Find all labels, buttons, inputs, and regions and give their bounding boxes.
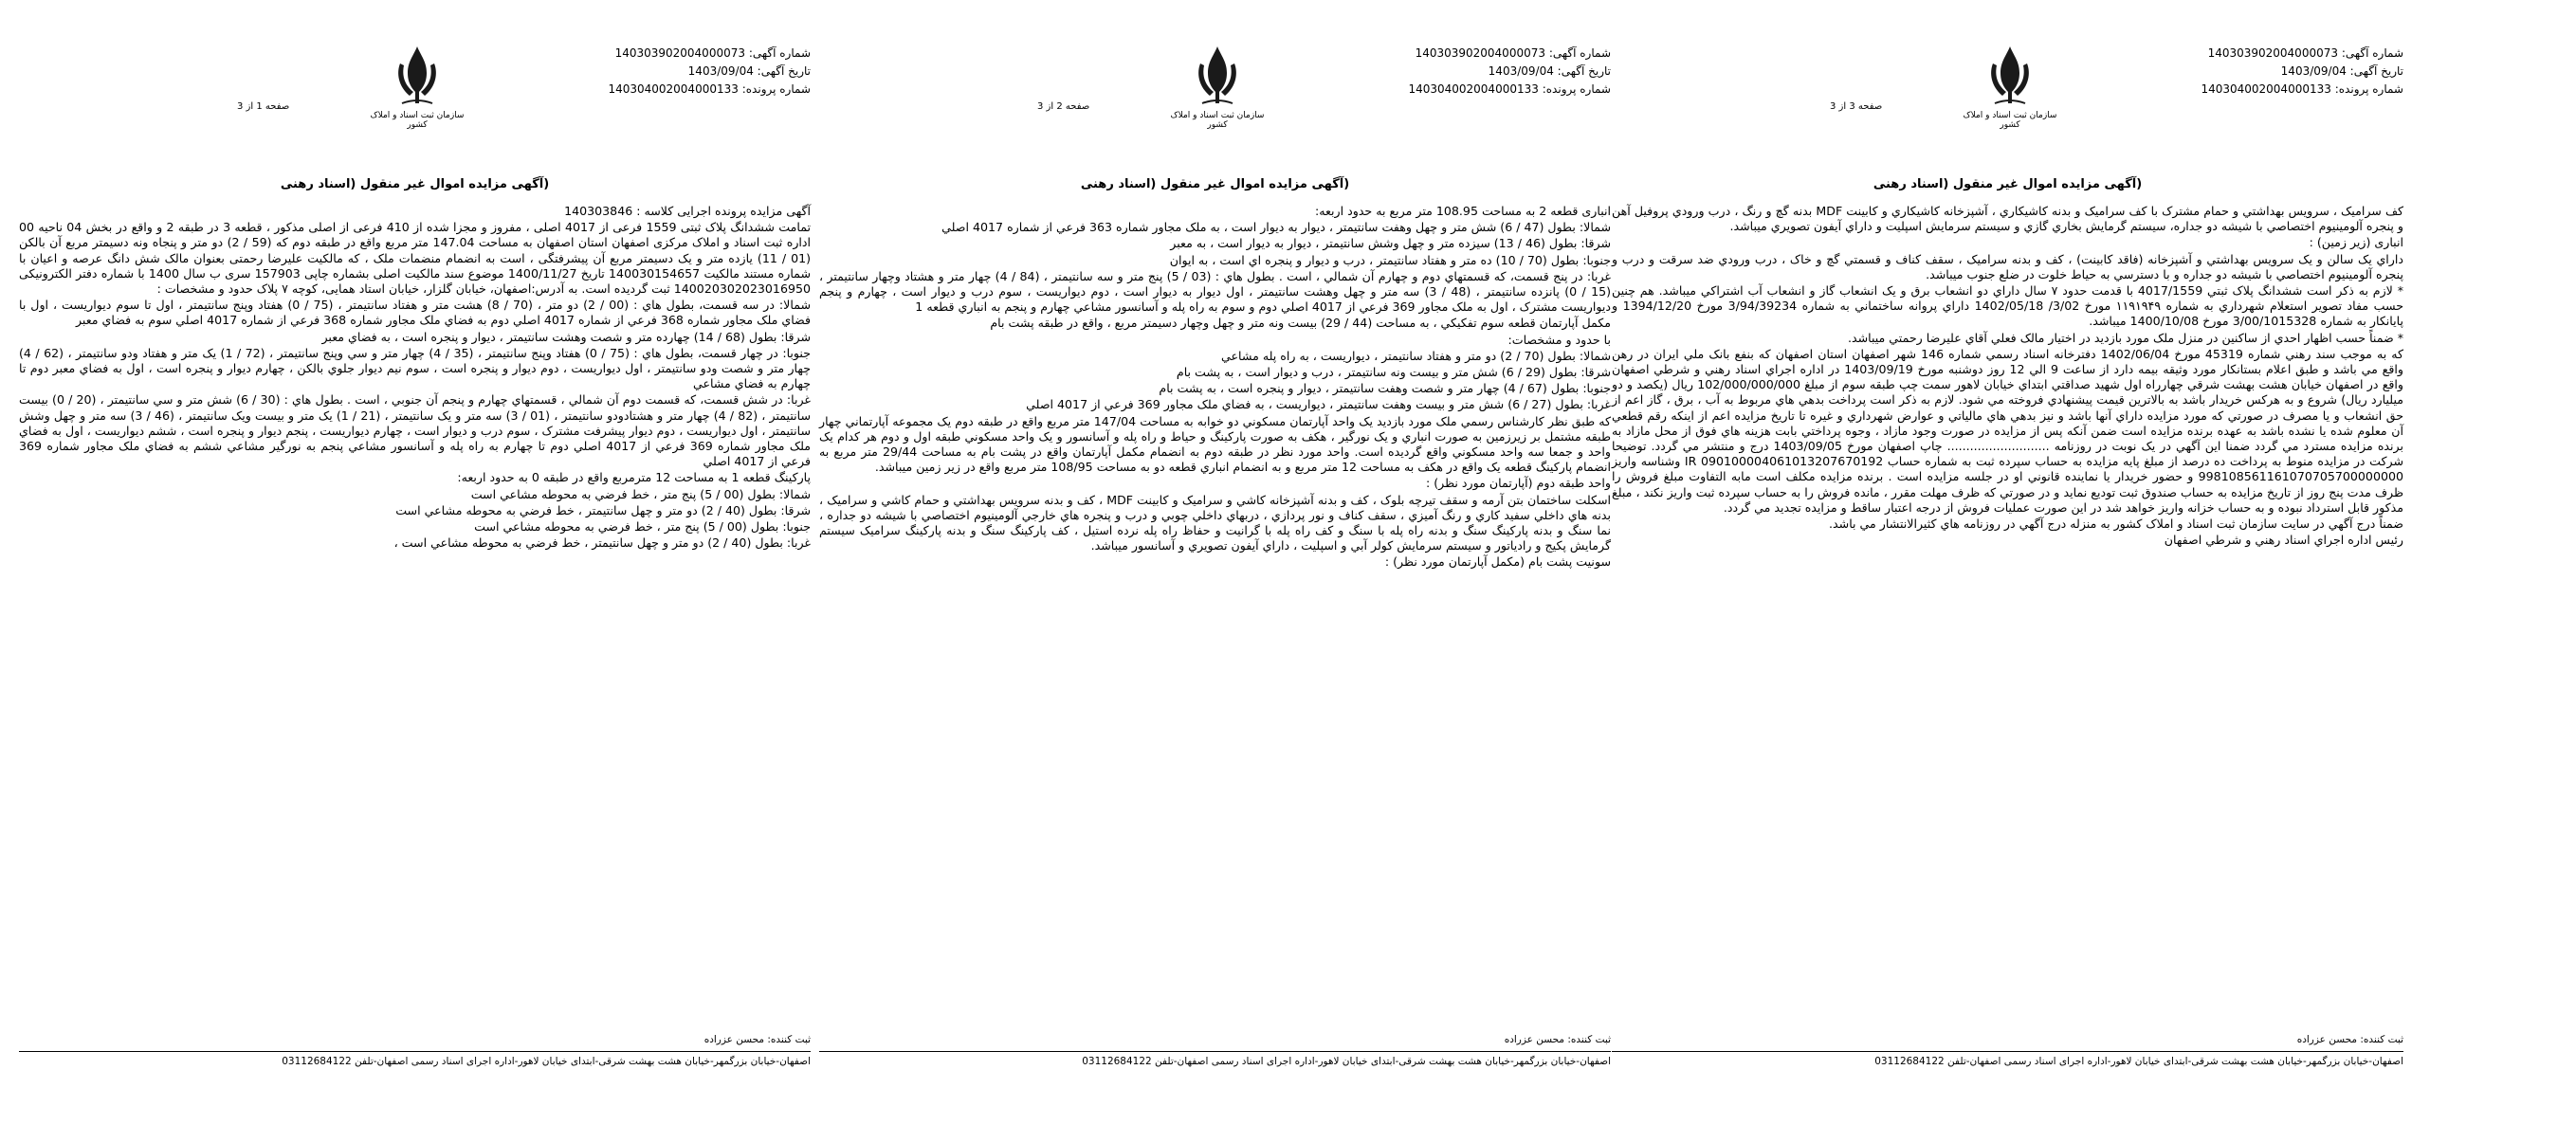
paragraph: انباری قطعه 2 به مساحت 108.95 متر مربع به حدود اربعه: [1314,204,1611,218]
emblem-icon [1982,43,2038,109]
ad-number: 140303902004000073 [2207,46,2338,60]
footer-divider [1612,1051,2403,1052]
page-footer [19,1033,811,1069]
judiciary-emblem-logo [365,43,469,133]
ad-number: 140303902004000073 [1415,46,1545,60]
document-body [819,204,1611,571]
paragraph: شمالا: در سه قسمت، بطول هاي : (00 / 2) دو متر ، (70 / 8) هشت متر و هفتاد سانتيمتر ، (75 / 0) هفتاد وپنج سانتيمتر ، اول تا سوم ديواريست ، اول با فضاي ملک مجاور شماره 368 فرعي از شماره 4017 اصلي دوم به فضاي ملک مجاور شماره 368 فرعي از شماره 4017 اصلي سوم به فضاي معبر [19,298,812,328]
ad-date-label: تاریخ آگهی: [2349,64,2403,78]
footer-address: اصفهان-خیابان بزرگمهر-خیابان هشت بهشت شرقی-ابتدای خیابان لاهور-اداره اجرای اسناد رسمی اصفهان-تلفن 03112684122 [1082,1056,1611,1067]
file-number: 140304002004000133 [1408,82,1539,96]
paragraph: ضمناً درج آگهي در سايت سازمان ثبت اسناد و املاک کشور به منزله درج آگهي در روزنامه هاي کثيرالانتشار مي باشد. [1829,517,2403,532]
signer: ثبت کننده: محسن عزراده [1504,1034,1611,1045]
paragraph: * ضمناً حسب اظهار احدي از ساکنين در منزل ملک مورد بازديد در اختيار مالک فعلي آقاي عليرضا رحمتي ميباشد. [1847,330,2403,345]
file-number: 140304002004000133 [608,82,739,96]
page-number: صفحه 1 از 3 [237,101,290,112]
paragraph: داراي يک سالن و يک سرويس بهداشتي و آشپزخانه (فاقد کابينت) ، کف و بدنه سراميک ، سقف کناف و قسمتي گچ و خاک ، درب ورودي ضد سرقت و درب و پنجره آلومينيوم اختصاصي با شيشه دو جداره و با دسترسي به حياط خلوت در ضلع جنوب ميباشد. [1612,251,2403,281]
paragraph: که به موجب سند رهني شماره 45319 مورخ 1402/06/04 دفترخانه اسناد رسمي شماره 146 شهر اصفهان استان اصفهان که بنفع بانک ملي ايران در رهن واقع مي باشد و طبق اعلام بستانکار مورد وثيقه بيمه دارد از ساعت 9 الي 12 روز دوشنبه مورخ 1403/09/19 در اداره اجراي اسناد رهني و شرطي اصفهان واقع در اصفهان خيابان هشت بهشت شرقي چهارراه اول شهيد صداقتي ابتداي خيابان لاهور سمت چپ طبقه سوم از مبلغ 102/000/000/000 ريال (يکصد و دو ميليارد ريال) شروع و به هرکس خريدار باشد به بالاترين قيمت پيشنهادي فروخته مي شود. لازم به ذکر است پرداخت بدهي هاي مربوط به آب ، برق ، گاز اعم از حق انشعاب و يا مصرف در صورتي که مورد مزايده داراي آنها باشد و نيز بدهي هاي مالياتي و عوارض شهرداري و غيره تا تاريخ مزايده اعم از اينکه رقم قطعي آن معلوم شده يا نشده باشد به عهده برنده مزايده است ضمن آنکه پس از مزايده در صورت وجود مازاد ، وجوه پرداختي بابت هزينه هاي فوق از محل مازاد به برنده مزايده مسترد مي گردد ضمنا اين آگهي در يک نوبت در روزنامه ........................... چاپ اصفهان مورخ 1403/09/05 درج و منتشر مي گردد. توضيحا شرکت در مزايده منوط به پرداخت ده درصد از مبلغ پايه مزايده به حساب سپرده ثبت به شماره حساب IR 090100004061013207670192 وشناسه واريز 998108561161070705700000000 و حضور خريدار يا نماينده قانوني او در جلسه مزايده است . برنده مزايده مکلف است مابه التفاوت مبلغ فروش را ظرف مدت پنج روز از تاريخ مزايده به حساب صندوق ثبت توديع نمايد و در صورتي که ظرف مهلت مقرر ، مانده فروش را به حساب سپرده ثبت واريز نکند ، مبلغ مذکور قابل استرداد نبوده و به حساب خزانه واريز خواهد شد در اين صورت عمليات فروش از درجه اعتبار ساقط و مزايده تجديد مي گردد. [1612,346,2403,515]
paragraph: شرقا: بطول (40 / 2) دو متر و چهل سانتيمتر ، خط فرضي به محوطه مشاعي است [395,502,811,517]
paragraph: جنوبا: بطول (70 / 10) ده متر و هفتاد سانتيمتر ، درب و ديوار و پنجره اي است ، به ايوان [1169,252,1611,267]
file-number-label: شماره پرونده: [1542,82,1611,96]
judiciary-emblem-logo [1165,43,1270,133]
footer-divider [19,1051,811,1052]
document-body [1612,204,2403,549]
paragraph: اسکلت ساختمان بتن آرمه و سقف تيرچه بلوک ، کف و بدنه آشپزخانه کاشي و سراميک و کابينت MDF ، کف و بدنه سرويس بهداشتي و حمام کاشي و سراميک ، بدنه هاي داخلي سفيد کاري و رنگ آميزي ، سقف کناف و نور پردازي ، دربهاي داخلي چوبي و درب و پنجره هاي خارجي آلومينيوم اختصاصي با شيشه دو جداره ، نما سنگ و بدنه پارکينگ سنگ و بدنه راه پله با سنگ و کف راه پله با گرانيت و حفاظ راه پله نرده استيل ، کف پارکينگ سنگ و بدنه پارکينگ سراميک سيستم گرمايش پکيج و رادياتور و سيستم سرمايش کولر آبي و اسپليت ، داراي آيفون تصويري و آسانسور ميباشد. [819,492,1611,553]
paragraph: شمالا: بطول (00 / 5) پنج متر ، خط فرضي به محوطه مشاعي است [470,486,811,501]
paragraph: شرقا: بطول (46 / 13) سيزده متر و چهل وشش سانتيمتر ، ديوار به ديوار است ، به معبر [1170,236,1611,251]
document-title: (آگهی مزایده اموال غیر منقول (اسناد رهنی [1080,177,1350,191]
paragraph: واحد طبقه دوم (آپارتمان مورد نظر) : [1425,476,1611,491]
paragraph: کف سراميک ، سرويس بهداشتي و حمام مشترک با کف سراميک و بدنه کاشيکاري ، آشپزخانه کاشيکاري و کابينت MDF بدنه گچ و رنگ ، درب ورودي پروفيل آهن و پنجره آلومينيوم اختصاصي با شيشه دو جداره، سيستم گرمايش بخاري گازي و سيستم سرمايش اسپليت و داراي آيفون تصويري ميباشد. [1612,204,2403,234]
emblem-icon [1189,43,1246,109]
page-footer [819,1033,1611,1069]
paragraph: پارکينگ قطعه 1 به مساحت 12 مترمربع واقع در طبقه 0 به حدود اربعه: [457,470,811,485]
paragraph: غربا: بطول (40 / 2) دو متر و چهل سانتيمتر ، خط فرضي به محوطه مشاعي است ، [393,535,811,551]
document-title: (آگهی مزایده اموال غیر منقول (اسناد رهنی [1873,177,2143,191]
signer: ثبت کننده: محسن عزراده [2296,1034,2403,1045]
footer-address: اصفهان-خیابان بزرگمهر-خیابان هشت بهشت شرقی-ابتدای خیابان لاهور-اداره اجرای اسناد رسمی اصفهان-تلفن 03112684122 [282,1056,811,1067]
paragraph: شمالا: بطول (70 / 2) دو متر و هفتاد سانتيمتر ، ديواريست ، به راه پله مشاعي [1221,348,1611,363]
logo-caption: سازمان ثبت اسناد و املاک کشور [370,111,465,130]
ad-date: 1403/09/04 [1488,64,1554,78]
paragraph: انباری (زیر زمین) : [2309,235,2403,250]
document-page-2 [819,24,1611,1099]
paragraph: شرقا: بطول (29 / 6) شش متر و بيست ونه سانتيمتر ، درب و ديوار است ، به پشت بام [1176,365,1611,380]
ad-number-label: شماره آگهی: [2341,46,2403,60]
file-number-label: شماره پرونده: [2334,82,2403,96]
paragraph: تمامت ششدانگ پلاک ثبتی 1559 فرعی از 4017 اصلی ، مفروز و مجزا شده از 410 فرعی از اصلی مذکور ، قطعه 3 در طبقه 2 و واقع در بخش 04 ناحیه 00 اداره ثبت اسناد و املاک مرکزی اصفهان استان اصفهان به مساحت 147.04 متر مربع واقع در طبقه دوم که (59 / 2) دو متر و پنجاه ونه دسیمتر مربع آن بالکن (01 / 11) یازده متر و یک دسیمتر مربع آن پیشرفتگی ، است به انضمام منضمات ملک ، که مالکیت علیرضا رحمتی بعنوان مالک شش دانگ عرصه و اعیان با شماره مستند مالکیت 140030154657 تاریخ 1400/11/27 موضوع سند مالکیت اصلی بشماره چاپی 157903 سری ب سال 1400 با شماره دفتر الکترونیکی 140020302023016950 ثبت گردیده است. به آدرس:اصفهان، خیابان گلزار، خیابان استاد همایی، کوچه ۷ پلاک حدود و مشخصات : [19,220,812,297]
signer: ثبت کننده: محسن عزراده [703,1034,811,1045]
ad-date: 1403/09/04 [687,64,754,78]
paragraph: سونيت پشت بام (مکمل آپارتمان مورد نظر) : [1384,554,1611,570]
ad-number: 140303902004000073 [614,46,745,60]
paragraph: غربا: بطول (27 / 6) شش متر و بيست وهفت سانتيمتر ، ديواريست ، به فضاي ملک مجاور 369 فرعي از 4017 اصلي [1026,397,1611,412]
document-title: (آگهی مزایده اموال غیر منقول (اسناد رهنی [280,177,550,191]
paragraph: جنوبا: در چهار قسمت، بطول هاي : (75 / 0) هفتاد وپنج سانتيمتر ، (35 / 4) چهار متر و سي وپنج سانتيمتر ، (72 / 1) يک متر و هفتاد ودو سانتيمتر ، (62 / 4) چهار متر و شصت ودو سانتيمتر ، اول ديواريست ، دوم ديوار و پنجره است ، سوم نيم ديوار جلوي بالکن ، چهارم ديوار و پنجره است ، اول به فضاي معبر دوم تا چهارم به فضاي مشاعي [19,345,812,391]
ad-date-label: تاریخ آگهی: [1557,64,1611,78]
document-body [19,204,811,552]
footer-divider [819,1051,1611,1052]
file-number: 140304002004000133 [2201,82,2331,96]
page-number: صفحه 3 از 3 [1830,101,1883,112]
page-number: صفحه 2 از 3 [1037,101,1090,112]
document-page-1 [19,24,811,1099]
paragraph: آگهی مزایده پرونده اجرایی کلاسه : 140303846 [564,204,811,218]
paragraph: که طبق نظر کارشناس رسمي ملک مورد بازديد يک واحد آپارتمان مسکوني دو خوابه به مساحت 147/04 متر مربع واقع در طبقه دوم يک مجموعه آپارتماني چهار طبقه مشتمل بر زيرزمين به صورت انباري و يک نورگير ، هکف به صورت پارکينگ و حياط و راه پله و آسانسور و يک واحد مسکوني طبقه اول و دوم هر کدام يک واحد و جمعا سه واحد مسکوني واقع گرديده است. واحد مورد نظر در طبقه دوم به انضمام مکمل آپارتمان واقع در پشت بام به مساحت 29/44 متر مربع به انضمام پارکينگ قطعه يک واقع در هکف به مساحت 12 متر مربع و به انضمام انباري قطعه دو به مساحت 108/95 متر مربع واقع در زير زمين ميباشد. [819,413,1612,475]
ad-number-label: شماره آگهی: [1548,46,1611,60]
ad-date: 1403/09/04 [2280,64,2347,78]
logo-caption: سازمان ثبت اسناد و املاک کشور [1963,111,2057,130]
paragraph: غربا: در پنج قسمت، كه قسمتهاي دوم و چهارم آن شمالي ، است . بطول هاي : (03 / 5) پنج متر و سه سانتيمتر ، (84 / 4) چهار متر و هشتاد وچهار سانتيمتر ، (15 / 0) پانزده سانتيمتر ، (48 / 3) سه متر و چهل وهشت سانتيمتر ، اول ديوار به ديوار است ، دوم ديواريست ، سوم درب و ديوار است ، چهارم و پنجم ديواريست مشترک ، اول به ملک مجاور 369 فرعي از 4017 اصلي دوم و سوم به راه پله و آسانسور مشاعي چهارم و پنجم به انباري قطعه 1 [819,268,1612,315]
footer-address: اصفهان-خیابان بزرگمهر-خیابان هشت بهشت شرقی-ابتدای خیابان لاهور-اداره اجرای اسناد رسمی اصفهان-تلفن 03112684122 [1874,1056,2403,1067]
ad-date-label: تاریخ آگهی: [757,64,811,78]
paragraph: جنوبا: بطول (00 / 5) پنج متر ، خط فرضي به محوطه مشاعي است [474,519,811,535]
paragraph: جنوبا: بطول (67 / 4) چهار متر و شصت وهفت سانتيمتر ، ديوار و پنجره است ، به پشت بام [1159,381,1611,396]
page-header [1612,24,2403,190]
document-meta [608,45,811,99]
document-meta [1408,45,1611,99]
judiciary-emblem-logo [1958,43,2062,133]
logo-caption: سازمان ثبت اسناد و املاک کشور [1170,111,1265,130]
paragraph: مکمل آپارتمان قطعه سوم تفکيکي ، به مساحت (44 / 29) بيست ونه متر و چهل وچهار دسيمتر مربع ، واقع در طبقه پشت بام [990,316,1611,331]
page-footer [1612,1033,2403,1069]
paragraph: شرقا: بطول (68 / 14) چهارده متر و شصت وهشت سانتيمتر ، ديوار و پنجره است ، به فضاي معبر [321,329,811,344]
document-meta [2201,45,2403,99]
paragraph: با حدود و مشخصات: [1507,332,1611,347]
paragraph: * لازم به ذکر است ششدانگ پلاک ثبتي 4017/1559 با قدمت حدود ۷ سال داراي دو انشعاب برق و يک انشعاب گاز و انشعاب آب اشتراکي ميباشد. هم چنين حسب مفاد تصوير استعلام شهرداري به شماره ۱۱۹۱۹۴۹ مورخ 3/02/ 1402/05/18 داراي پروانه ساختماني به شماره 3/94/39234 مورخ 1394/12/20 و پايانکار به شماره 3/00/1015328 مورخ 1400/10/08 ميباشد. [1612,283,2403,329]
file-number-label: شماره پرونده: [741,82,811,96]
paragraph: شمالا: بطول (47 / 6) شش متر و چهل وهفت سانتيمتر ، ديوار به ديوار است ، به ملک مجاور شماره 363 فرعي از شماره 4017 اصلي [941,220,1611,235]
page-header [19,24,811,190]
document-page-3 [1612,24,2403,1099]
paragraph: غربا: در شش قسمت، که قسمت دوم آن شمالي ، قسمتهاي چهارم و پنجم آن جنوبي ، است . بطول هاي : (30 / 6) شش متر و سي سانتيمتر ، (20 / 0) بيست سانتيمتر ، (82 / 4) چهار متر و هشتادودو سانتيمتر ، (01 / 3) سه متر و يک سانتيمتر ، (21 / 1) يک متر و بيست ويک سانتيمتر ، (46 / 3) سه متر و چهل وشش سانتيمتر ، اول ديواريست ، دوم ديوار پيشرفت مشترک ، سوم درب و ديوار است ، چهارم ديواريست ، پنجم ديوار و پنجره است ، ششم ديواريست ، اول به فضاي ملک مجاور شماره 369 فرعي از 4017 اصلي دوم تا چهارم به راه پله و آسانسور مشاعي پنجم به نورگير مشاعي ششم به فضاي ملک مجاور شماره 369 فرعي از 4017 اصلي [19,392,812,469]
page-header [819,24,1611,190]
ad-number-label: شماره آگهی: [748,46,811,60]
emblem-icon [389,43,446,109]
paragraph: رئيس اداره اجراي اسناد رهني و شرطي اصفهان [2164,533,2403,548]
